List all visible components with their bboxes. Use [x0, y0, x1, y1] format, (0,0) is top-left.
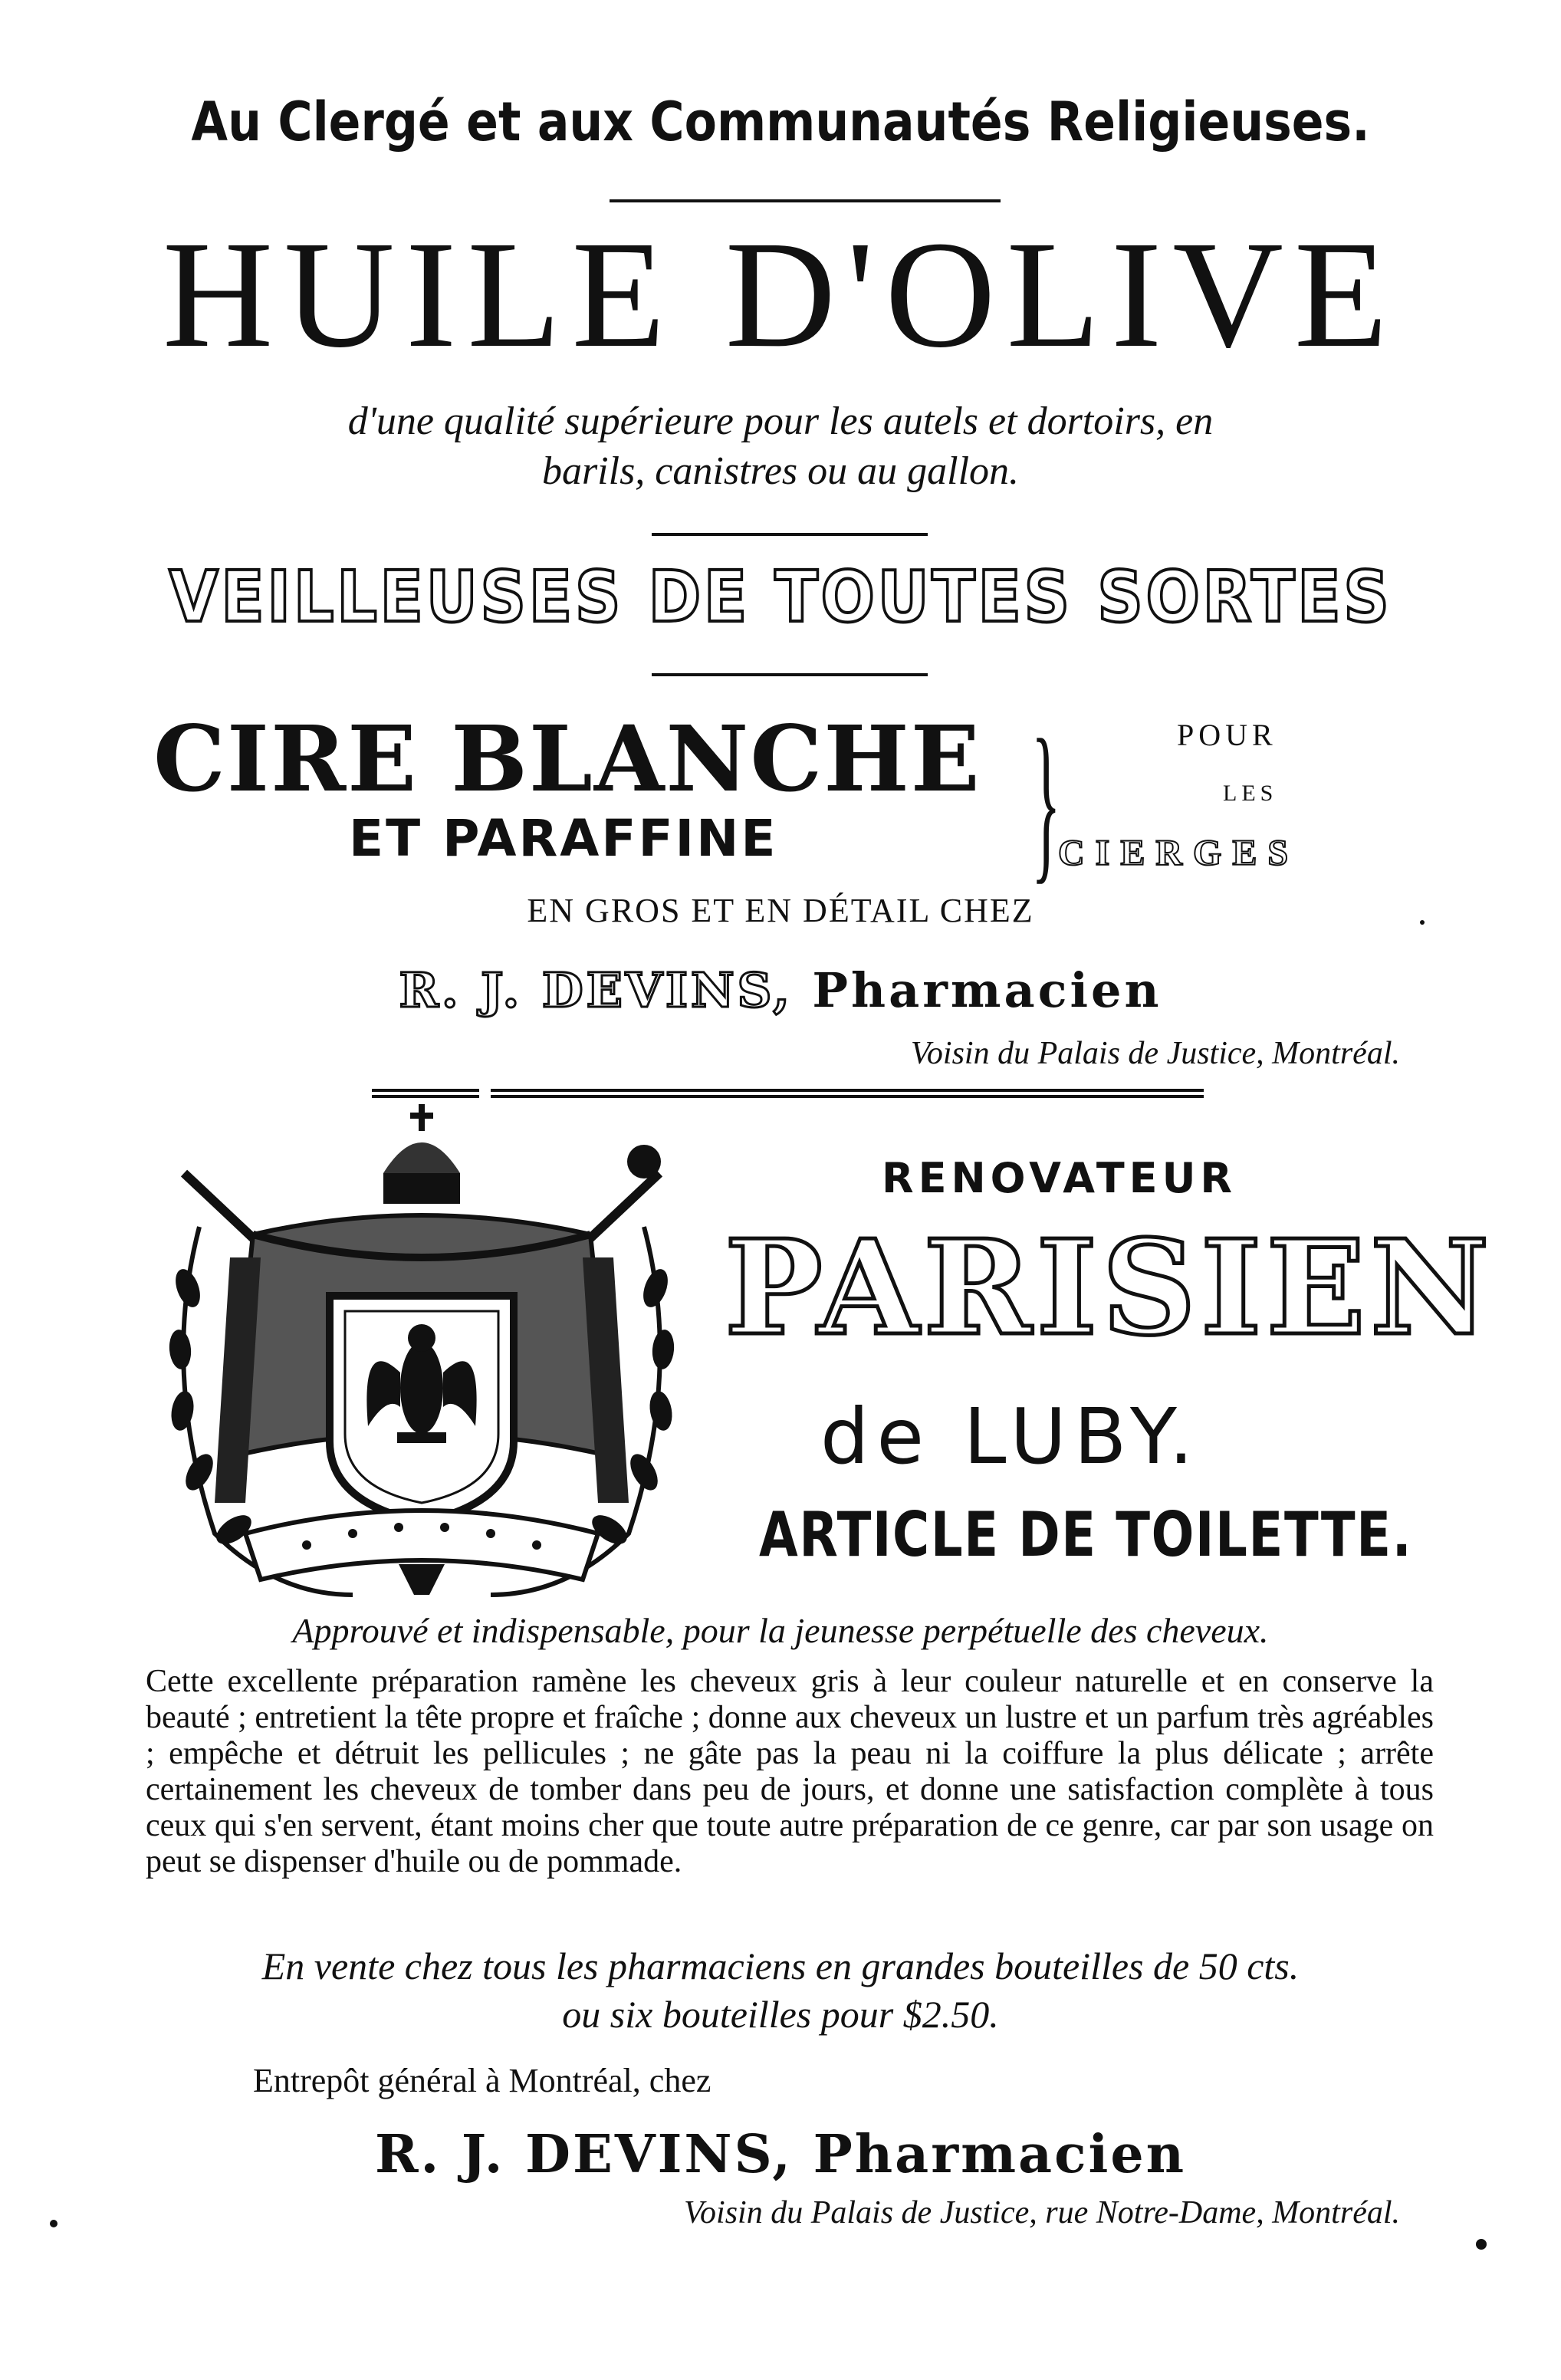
print-speck — [1476, 2239, 1487, 2250]
detail-line: EN GROS ET EN DÉTAIL CHEZ — [527, 892, 1034, 929]
entrepot-line: Entrepôt général à Montréal, chez — [253, 2062, 711, 2099]
sale-line-1: En vente chez tous les pharmaciens en grandes bouteilles de 50 cts. — [261, 1944, 1300, 1987]
huile-title: HUILE D'OLIVE — [162, 210, 1399, 380]
print-speck — [1420, 920, 1425, 925]
divider — [610, 199, 1001, 202]
huile-subtitle-line1: d'une qualité supérieure pour les autels et dortoirs, en — [347, 399, 1214, 443]
luby-maker: de LUBY. — [820, 1392, 1201, 1481]
approved-line: Approuvé et indispensable, pour la jeunesse perpétuelle des cheveux. — [292, 1611, 1269, 1650]
sale-line-2: ou six bouteilles pour $2.50. — [562, 1993, 999, 2036]
cire-title: CIRE BLANCHE — [153, 705, 981, 812]
seller-address-top: Voisin du Palais de Justice, Montréal. — [910, 1036, 1400, 1071]
article-heading: ARTICLE DE TOILETTE. — [759, 1499, 1413, 1570]
divider — [652, 533, 928, 536]
huile-subtitle-line2: barils, canistres ou au gallon. — [541, 449, 1020, 493]
cierges-label: CIERGES — [1058, 833, 1300, 873]
seller-address-bottom: Voisin du Palais de Justice, rue Notre-Dame, Montréal. — [684, 2195, 1400, 2230]
pour-label: POUR — [1177, 718, 1277, 752]
seller-name: R. J. DEVINS, — [399, 962, 793, 1018]
double-divider — [372, 1089, 479, 1098]
clergy-heading: Au Clergé et aux Communautés Religieuses. — [191, 90, 1370, 153]
les-label: LES — [1223, 781, 1278, 806]
print-speck — [50, 2220, 58, 2227]
paraffine-subtitle: ET PARAFFINE — [349, 809, 778, 868]
parisien-title: PARISIEN — [725, 1211, 1494, 1365]
seller-role: Pharmacien — [812, 962, 1162, 1018]
imperial-eagle-coat-of-arms-icon — [153, 1104, 690, 1610]
double-divider — [491, 1089, 1204, 1098]
seller-name-top — [0, 962, 1561, 1018]
body-paragraph: Cette excellente préparation ramène les cheveux gris à leur couleur naturelle et en conserve la beauté ; entretient la tête propre et fraîche ; donne aux cheveux un lustre et un parfum très agréables ; empêche et détruit les pellicules ; ne gâte pas la peau ni la coiffure la plus délicate ; arrête certainement les cheveux de tomber dans peu de jours, et donne une satisfaction complète à tous ceux qui s'en servent, étant moins cher que toute autre préparation de ce genre, car par son usage on peut se dispenser d'huile ou de pommade. — [146, 1664, 1434, 1879]
renovateur-kicker: RENOVATEUR — [882, 1154, 1237, 1202]
veilleuses-title: VEILLEUSES DE TOUTES SORTES — [169, 556, 1392, 638]
divider — [652, 673, 928, 676]
brace-icon: } — [1031, 703, 1061, 899]
seller-name-bottom: R. J. DEVINS, Pharmacien — [374, 2124, 1187, 2185]
